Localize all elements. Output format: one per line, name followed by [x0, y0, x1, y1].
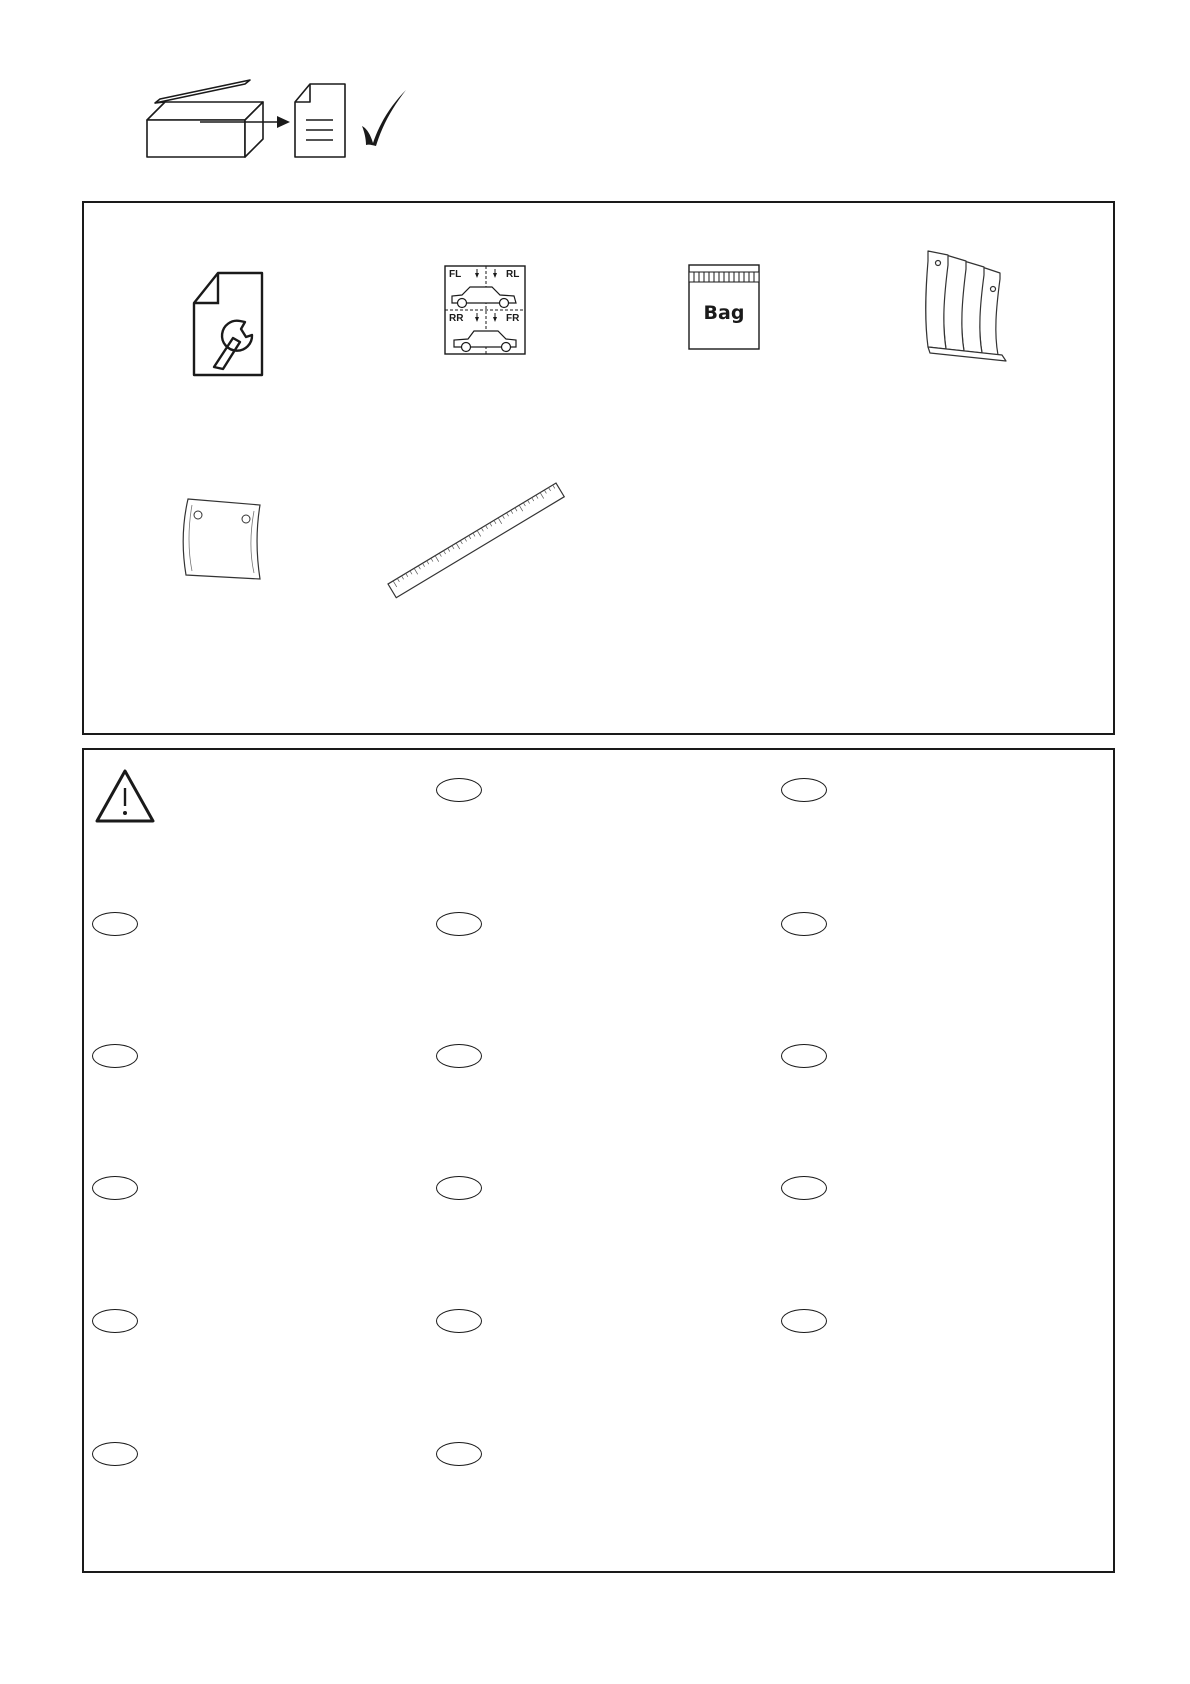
wrench-document-icon	[190, 271, 270, 377]
language-badge	[436, 1176, 482, 1200]
bag-label: Bag	[703, 302, 745, 324]
bag-icon	[688, 264, 760, 350]
language-badge	[92, 912, 138, 936]
warning-triangle-icon	[94, 768, 156, 824]
box-icon	[147, 80, 263, 157]
language-badge	[781, 1309, 827, 1333]
language-panel	[82, 748, 1115, 1573]
language-badge	[92, 1442, 138, 1466]
language-badge	[436, 1442, 482, 1466]
document-icon	[295, 84, 345, 157]
label-fr: FR	[506, 313, 520, 324]
language-badge	[436, 1044, 482, 1068]
language-badge	[781, 1176, 827, 1200]
language-badge	[92, 1044, 138, 1068]
label-rr: RR	[449, 313, 464, 324]
language-badge	[436, 1309, 482, 1333]
language-badge	[781, 912, 827, 936]
label-fl: FL	[449, 269, 462, 280]
header-illustration	[140, 78, 420, 163]
parts-panel	[82, 201, 1115, 735]
language-badge	[781, 1044, 827, 1068]
label-rl: RL	[506, 269, 520, 280]
language-badge	[92, 1309, 138, 1333]
language-badge	[92, 1176, 138, 1200]
language-badge	[436, 912, 482, 936]
wheel-position-chart-icon	[444, 265, 526, 355]
language-badge	[436, 778, 482, 802]
ruler-icon	[384, 486, 564, 596]
mud-flap-set-icon	[920, 249, 1016, 361]
language-badge	[781, 778, 827, 802]
mud-flap-icon	[180, 495, 266, 583]
checkmark-icon	[362, 90, 406, 146]
